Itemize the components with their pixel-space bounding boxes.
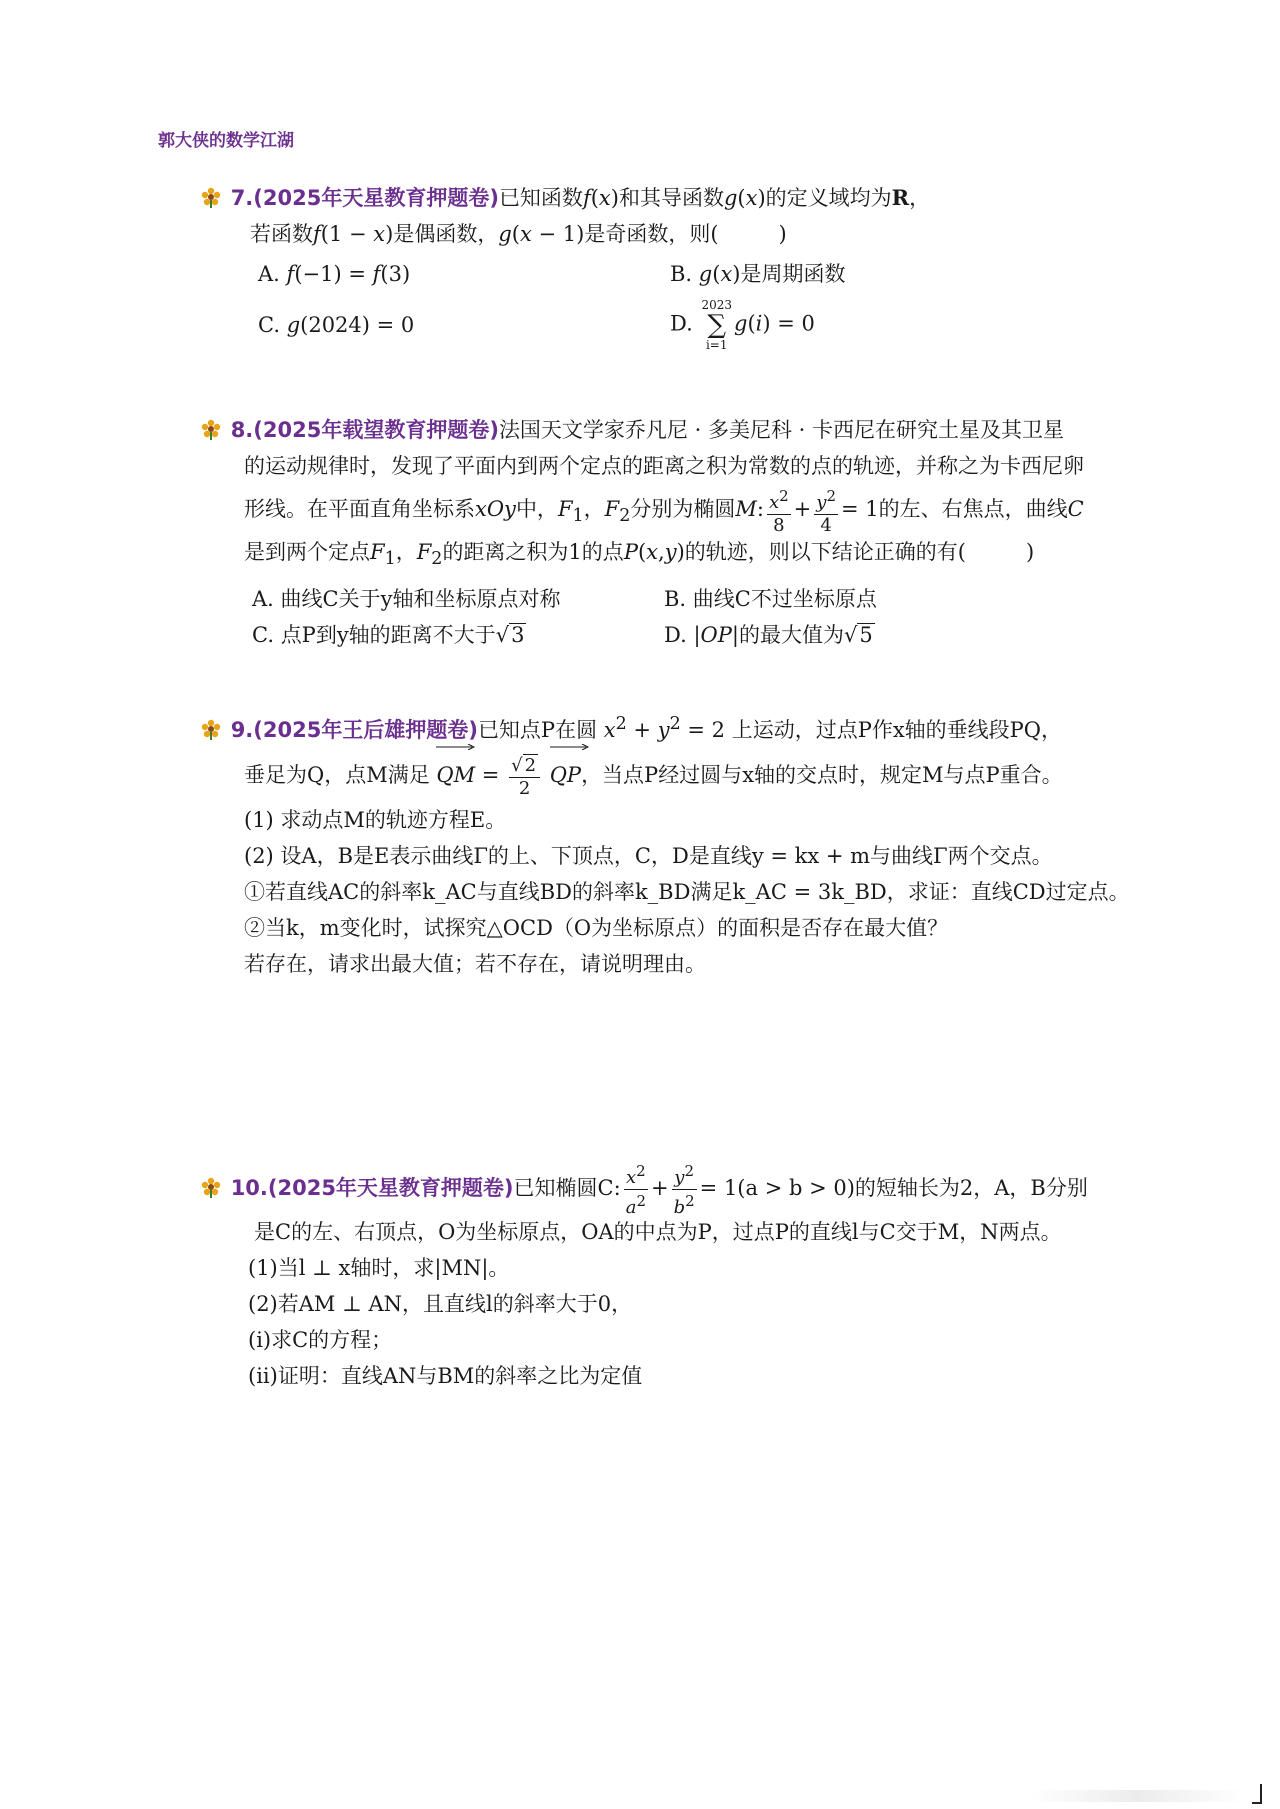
text: ①若直线AC的斜率k_AC与直线BD的斜率k_BD满足k_AC = 3k_BD，求证：直线CD过定点。 bbox=[244, 880, 1130, 904]
text: 的距离之积为1的点 bbox=[442, 540, 624, 564]
question-source: (2025年载望教育押题卷) bbox=[253, 418, 499, 442]
question-9: 9.(2025年王后雄押题卷)已知点P在圆 $x^2 + y^2 = 2$ 上运动，过点P作x轴的垂线段PQ， 垂足为Q，点M满足 QM = $\frac{√ 2}{2}$ QP ，当点P经过圆与x轴的交点时，规定M与点P重合。 (1) 求动点M的轨迹方程E。 (2) 设A，B是E表示曲线Γ的上、下顶点，C，D是直线y = kx + m与曲线Γ两个交点。 ①若直线AC的斜率k_AC与直线BD的斜率k_BD满足k_AC = 3k_BD，求证：直线CD过定点。 ②当k，m变化时，试探究△OCD（O为坐标原点）的面积是否存在最大值？ 若存在，请求出最大值；若不存在，请说明理由。 bbox=[200, 706, 1140, 982]
option-d: D. |OP|的最大值为√5 bbox=[664, 623, 873, 648]
text: 的定义域均为 bbox=[765, 186, 892, 210]
question-number: 10. bbox=[230, 1176, 268, 1200]
question-7: 7.(2025年天星教育押题卷)已知函数f(x)和其导函数g(x)的定义域均为R， 若函数f(1 − x)是偶函数，g(x − 1)是奇函数，则( ) A. f(−1) = f(3) B. g(x)是周期函数 C. g(2024) = 0 D. 2023 ∑ i=1 g(i) = 0 bbox=[200, 180, 1140, 352]
option-a: A. f(−1) = f(3) bbox=[258, 262, 411, 286]
question-10: 10.(2025年天星教育押题卷)已知椭圆C: $\frac{x^2}{a^2}$ + $\frac{y^2}{b^2}$ = 1(a > b > 0)的短轴长为2，A，B分别 是C的左、右顶点，O为坐标原点，OA的中点为P，过点P的直线l与C交于M，N两点。 (1)当l ⊥ x轴时，求|MN|。 (2)若AM ⊥ AN，且直线l的斜率大于0， (i)求C的方程； (ii)证明：直线AN与BM的斜率之比为定值 bbox=[200, 1160, 1140, 1394]
text: 的运动规律时，发现了平面内到两个定点的距离之积为常数的点的轨迹，并称之为卡西尼卵 bbox=[244, 454, 1084, 478]
scan-smudge bbox=[1030, 1790, 1245, 1802]
text: ) bbox=[778, 222, 787, 246]
question-source: (2025年天星教育押题卷) bbox=[267, 1176, 514, 1200]
text: 已知椭圆C: bbox=[513, 1176, 621, 1200]
text: (2)若AM ⊥ AN，且直线l的斜率大于0， bbox=[248, 1292, 633, 1316]
question-8: 8.(2025年载望教育押题卷)法国天文学家乔凡尼 · 多美尼科 · 卡西尼在研究土星及其卫星 的运动规律时，发现了平面内到两个定点的距离之积为常数的点的轨迹，并称之为卡西尼卵 形线。在平面直角坐标系xOy中，$F_1$，$F_2$分别为椭圆M: $\frac{x^2}{8}$ + $\frac{y^2}{4}$ = 1的左、右焦点，曲线C 是到两个定点$F_1$，$F_2$的距离之积为1的点P(x,y)的轨迹，则以下结论正确的有( ) A. 曲线C关于y轴和坐标原点对称 B. 曲线C不过坐标原点 C. 点P到y轴的距离不大于√3 D. |OP|的最大值为√5 bbox=[200, 412, 1140, 653]
text: 垂足为Q，点M满足 bbox=[244, 763, 430, 787]
option-b: B. 曲线C不过坐标原点 bbox=[664, 587, 877, 612]
text: (2) 设A，B是E表示曲线Γ的上、下顶点，C，D是直线y = kx + m与曲线Γ两个交点。 bbox=[244, 844, 1053, 868]
text: ，当点P经过圆与x轴的交点时，规定M与点P重合。 bbox=[581, 763, 1063, 787]
text: (1) 求动点M的轨迹方程E。 bbox=[244, 808, 507, 832]
question-source: (2025年天星教育押题卷) bbox=[253, 186, 499, 210]
text: 的轨迹，则以下结论正确的有( bbox=[684, 540, 966, 564]
question-number: 8. bbox=[230, 418, 254, 442]
option-c: C. g(2024) = 0 bbox=[258, 313, 415, 337]
vector-qm: QM bbox=[436, 748, 475, 802]
text: 分别为椭圆 bbox=[630, 497, 736, 521]
text: 和其导函数 bbox=[618, 186, 724, 210]
question-number: 7. bbox=[230, 186, 254, 210]
option-b: B. g(x)是周期函数 bbox=[670, 262, 846, 286]
text: 是到两个定点 bbox=[244, 540, 370, 564]
option-d: D. 2023 ∑ i=1 g(i) = 0 bbox=[670, 298, 815, 352]
text: 是偶函数， bbox=[393, 222, 499, 246]
text: ， bbox=[909, 186, 931, 210]
text: 是C的左、右顶点，O为坐标原点，OA的中点为P，过点P的直线l与C交于M，N两点。 bbox=[254, 1220, 1062, 1244]
text: (i)求C的方程； bbox=[248, 1328, 393, 1352]
text: (1)当l ⊥ x轴时，求|MN|。 bbox=[248, 1256, 510, 1280]
text: ②当k，m变化时，试探究△OCD（O为坐标原点）的面积是否存在最大值？ bbox=[244, 916, 949, 940]
text: 的左、右焦点，曲线 bbox=[878, 497, 1068, 521]
question-number: 9. bbox=[230, 718, 254, 742]
page-header: 郭大侠的数学江湖 bbox=[158, 131, 294, 151]
text: 上运动，过点P作x轴的垂线段PQ， bbox=[731, 718, 1063, 742]
text: 是奇函数，则( bbox=[584, 222, 719, 246]
text: 中， bbox=[515, 497, 558, 521]
text: 已知函数 bbox=[498, 186, 583, 210]
text: 若存在，请求出最大值；若不存在，请说明理由。 bbox=[244, 952, 706, 976]
text: ) bbox=[1025, 540, 1035, 564]
text: 已知点P在圆 bbox=[477, 718, 598, 742]
text: 法国天文学家乔凡尼 · 多美尼科 · 卡西尼在研究土星及其卫星 bbox=[498, 418, 1064, 442]
question-source: (2025年王后雄押题卷) bbox=[253, 718, 478, 742]
flower-icon bbox=[200, 186, 222, 208]
flower-icon bbox=[200, 718, 222, 740]
text: R bbox=[891, 185, 910, 210]
flower-icon bbox=[200, 418, 222, 440]
vector-qp: QP bbox=[550, 748, 581, 802]
text: 若函数 bbox=[250, 222, 313, 246]
text: = 1(a > b > 0)的短轴长为2，A，B分别 bbox=[699, 1176, 1088, 1200]
option-c: C. 点P到y轴的距离不大于√3 bbox=[252, 623, 525, 648]
page-corner-mark bbox=[1252, 1784, 1262, 1804]
text: 形线。在平面直角坐标系 bbox=[244, 497, 475, 521]
option-a: A. 曲线C关于y轴和坐标原点对称 bbox=[252, 587, 561, 612]
flower-icon bbox=[200, 1176, 222, 1198]
text: (ii)证明：直线AN与BM的斜率之比为定值 bbox=[248, 1364, 643, 1388]
